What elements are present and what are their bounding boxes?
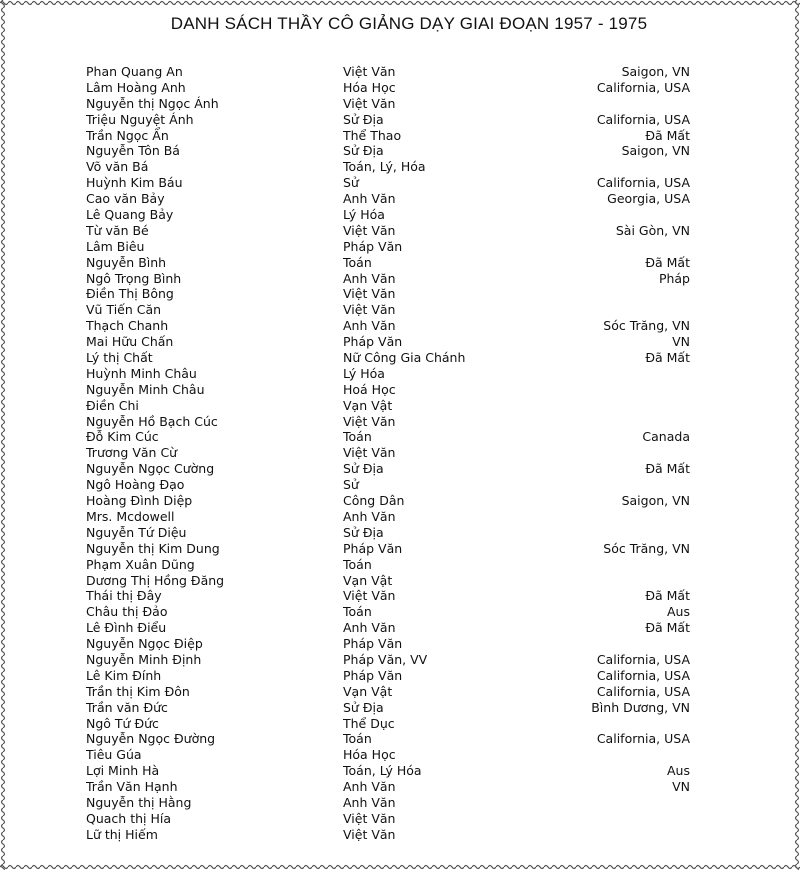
teacher-name: Lâm Hoàng Anh — [86, 79, 186, 95]
teacher-location: Georgia, USA — [607, 191, 690, 207]
wavy-border-left — [0, 0, 6, 870]
teacher-name: Điền Chi — [86, 397, 139, 413]
wavy-border-bottom — [0, 864, 800, 870]
teacher-name: Mai Hữu Chấn — [86, 334, 174, 350]
list-item — [86, 239, 690, 255]
list-item — [86, 334, 690, 350]
list-item — [86, 350, 690, 366]
teacher-location: California, USA — [596, 667, 690, 683]
teacher-name: Ngô Trọng Bình — [86, 270, 182, 286]
teacher-name: Huỳnh Kim Báu — [86, 175, 183, 191]
list-item — [86, 366, 690, 382]
teacher-subject: Toán, Lý Hóa — [343, 763, 422, 779]
teacher-subject: Sử Địa — [343, 143, 384, 159]
teacher-subject: Toán — [343, 604, 372, 620]
list-item — [86, 461, 690, 477]
teacher-name: Quach thị Hía — [86, 810, 171, 826]
teacher-subject: Sử — [343, 175, 359, 191]
list-item — [86, 191, 690, 207]
teacher-name: Triệu Nguyệt Ánh — [86, 111, 194, 127]
teacher-name: Lê Đình Điểu — [86, 620, 167, 636]
teacher-name: Ngô Hoàng Đạo — [86, 477, 185, 493]
list-item — [86, 525, 690, 541]
teacher-subject: Sử Địa — [343, 699, 384, 715]
teacher-location: Đã Mất — [645, 588, 690, 604]
list-item — [86, 573, 690, 589]
list-item — [86, 747, 690, 763]
teacher-name: Nguyễn Minh Định — [86, 651, 202, 667]
teacher-name: Cao văn Bảy — [86, 191, 165, 207]
teacher-name: Nguyễn thị Kim Dung — [86, 540, 220, 556]
teacher-location: Saigon, VN — [621, 143, 690, 159]
teacher-location: Aus — [667, 604, 690, 620]
list-item — [86, 429, 690, 445]
teacher-location: Saigon, VN — [621, 493, 690, 509]
list-item — [86, 811, 690, 827]
list-item — [86, 207, 690, 223]
teacher-subject: Việt Văn — [343, 64, 396, 79]
teacher-name: Nguyễn Ngọc Đường — [86, 731, 216, 747]
teacher-subject: Pháp Văn — [343, 238, 403, 254]
list-item — [86, 731, 690, 747]
teacher-name: Lữ thị Hiếm — [86, 826, 158, 842]
teacher-subject: Sử Địa — [343, 524, 384, 540]
teacher-subject: Việt Văn — [343, 286, 396, 302]
teacher-name: Đỗ Kim Cúc — [86, 429, 159, 445]
list-item — [86, 763, 690, 779]
teacher-subject: Sử Địa — [343, 111, 384, 127]
teacher-location: Đã Mất — [645, 254, 690, 270]
teacher-name: Vũ Tiến Căn — [86, 302, 162, 318]
teacher-name: Trần Văn Hạnh — [86, 779, 178, 795]
teacher-location: California, USA — [596, 651, 690, 667]
teacher-subject: Toán, Lý, Hóa — [343, 159, 426, 175]
list-item — [86, 509, 690, 525]
teacher-name: Nguyễn Minh Châu — [86, 381, 205, 397]
teacher-name: Thạch Chanh — [86, 318, 169, 334]
list-item — [86, 827, 690, 843]
list-item — [86, 318, 690, 334]
list-item — [86, 143, 690, 159]
teacher-subject: Vạn Vật — [343, 572, 393, 588]
teacher-location: Đã Mất — [645, 350, 690, 366]
list-item — [86, 445, 690, 461]
teacher-subject: Anh Văn — [343, 620, 396, 636]
list-item — [86, 112, 690, 128]
list-item — [86, 286, 690, 302]
teacher-location: Đã Mất — [645, 127, 690, 143]
teacher-location: Pháp — [658, 270, 690, 286]
teacher-name: Mrs. Mcdowell — [86, 508, 175, 524]
teacher-name: Tiêu Gúa — [86, 747, 142, 763]
teacher-subject: Công Dân — [343, 493, 405, 509]
teacher-name: Lý thị Chất — [86, 350, 153, 366]
list-item — [86, 255, 690, 271]
list-item — [86, 477, 690, 493]
teacher-subject: Việt Văn — [343, 95, 396, 111]
teacher-name: Nguyễn Ngọc Cường — [86, 461, 215, 477]
teacher-name: Nguyễn Bình — [86, 254, 167, 270]
teacher-name: Phan Quang An — [86, 64, 183, 79]
teacher-location: California, USA — [596, 111, 690, 127]
teacher-location: Sài Gòn, VN — [615, 222, 690, 238]
teacher-location: Bình Dương, VN — [591, 699, 690, 715]
list-item — [86, 64, 690, 80]
teacher-subject: Lý Hóa — [343, 207, 385, 223]
teacher-location: California, USA — [596, 683, 690, 699]
teacher-name: Lê Kim Đính — [86, 667, 162, 683]
teacher-subject: Pháp Văn — [343, 540, 403, 556]
teacher-name: Huỳnh Minh Châu — [86, 365, 197, 381]
teacher-subject: Toán — [343, 429, 372, 445]
teacher-name: Dương Thị Hồng Đăng — [86, 572, 225, 588]
teacher-subject: Toán — [343, 731, 372, 747]
teacher-location: Aus — [667, 763, 690, 779]
teacher-name: Trần văn Đức — [86, 699, 168, 715]
teacher-location: California, USA — [596, 731, 690, 747]
teacher-name: Nguyễn thị Hằng — [86, 794, 192, 810]
teacher-subject: Việt Văn — [343, 302, 396, 318]
teacher-name: Nguyễn Ngọc Điệp — [86, 636, 203, 652]
teacher-name: Châu thị Đảo — [86, 604, 168, 620]
teacher-subject: Hoá Học — [343, 381, 396, 397]
teacher-name: Ngô Tứ Đức — [86, 715, 159, 731]
wavy-border-right — [794, 0, 800, 870]
teacher-subject: Pháp Văn, VV — [343, 651, 428, 667]
list-item — [86, 668, 690, 684]
document-title: DANH SÁCH THẦY CÔ GIẢNG DẠY GIAI ĐOẠN 1957 - 1975 — [170, 14, 648, 33]
list-item — [86, 541, 690, 557]
teacher-subject: Nữ Công Gia Chánh — [343, 350, 466, 366]
teacher-location: Đã Mất — [645, 620, 690, 636]
list-item — [86, 223, 690, 239]
teacher-name: Trần thị Kim Đôn — [86, 683, 190, 699]
list-item — [86, 175, 690, 191]
teacher-subject: Anh Văn — [343, 508, 396, 524]
teacher-name: Trương Văn Cừ — [86, 445, 178, 461]
teacher-name: Lâm Biêu — [86, 238, 145, 254]
list-item — [86, 382, 690, 398]
teacher-name: Lợi Minh Hà — [86, 763, 160, 779]
teacher-name: Hoàng Đình Diệp — [86, 493, 193, 509]
teacher-name: Điền Thị Bông — [86, 286, 174, 302]
teacher-name: Nguyễn Tứ Diệu — [86, 524, 187, 540]
teacher-name: Nguyễn Hồ Bạch Cúc — [86, 413, 218, 429]
list-item — [86, 398, 690, 414]
teacher-name: Thái thị Đây — [86, 588, 162, 604]
list-item — [86, 779, 690, 795]
teacher-name: Từ văn Bé — [86, 222, 149, 238]
teacher-subject: Anh Văn — [343, 794, 396, 810]
list-item — [86, 684, 690, 700]
teacher-subject: Sử Địa — [343, 461, 384, 477]
teacher-name: Võ văn Bá — [86, 159, 149, 175]
teacher-subject: Việt Văn — [343, 810, 396, 826]
teacher-location: Sóc Trăng, VN — [603, 318, 690, 334]
teacher-location: VN — [672, 334, 690, 350]
list-item — [86, 414, 690, 430]
teacher-location: Canada — [642, 429, 690, 445]
teacher-subject: Pháp Văn — [343, 636, 403, 652]
teacher-name: Trần Ngọc Ẩn — [86, 127, 169, 143]
list-item — [86, 716, 690, 732]
teacher-location: Saigon, VN — [621, 64, 690, 79]
teacher-subject: Thể Thao — [343, 127, 402, 143]
list-item — [86, 493, 690, 509]
list-item — [86, 604, 690, 620]
list-item — [86, 271, 690, 287]
teacher-subject: Việt Văn — [343, 826, 396, 842]
list-item — [86, 620, 690, 636]
list-item — [86, 128, 690, 144]
teacher-subject: Vạn Vật — [343, 397, 393, 413]
teacher-subject: Toán — [343, 254, 372, 270]
teacher-name: Phạm Xuân Dũng — [86, 556, 195, 572]
teacher-name: Lê Quang Bảy — [86, 207, 174, 223]
list-item — [86, 302, 690, 318]
teacher-subject: Anh Văn — [343, 270, 396, 286]
teacher-subject: Pháp Văn — [343, 334, 403, 350]
list-item — [86, 96, 690, 112]
teacher-location: California, USA — [596, 79, 690, 95]
teacher-subject: Anh Văn — [343, 318, 396, 334]
list-item — [86, 636, 690, 652]
teacher-subject: Việt Văn — [343, 445, 396, 461]
teacher-subject: Anh Văn — [343, 779, 396, 795]
teacher-subject: Hóa Học — [343, 747, 396, 763]
teacher-subject: Việt Văn — [343, 588, 396, 604]
teacher-location: VN — [672, 779, 690, 795]
teacher-name: Nguyễn Tôn Bá — [86, 143, 180, 159]
teacher-location: California, USA — [596, 175, 690, 191]
teacher-location: Sóc Trăng, VN — [603, 540, 690, 556]
teacher-subject: Vạn Vật — [343, 683, 393, 699]
teacher-subject: Thể Dục — [343, 715, 395, 731]
teacher-subject: Anh Văn — [343, 191, 396, 207]
wavy-border-top — [0, 0, 800, 6]
teacher-list — [86, 64, 690, 843]
list-item — [86, 795, 690, 811]
list-item — [86, 80, 690, 96]
list-item — [86, 652, 690, 668]
teacher-subject: Pháp Văn — [343, 667, 403, 683]
list-item — [86, 588, 690, 604]
teacher-subject: Việt Văn — [343, 222, 396, 238]
teacher-subject: Toán — [343, 556, 372, 572]
teacher-location: Đã Mất — [645, 461, 690, 477]
teacher-subject: Sử — [343, 477, 359, 493]
teacher-name: Nguyễn thị Ngọc Ánh — [86, 95, 219, 111]
teacher-subject: Việt Văn — [343, 413, 396, 429]
list-item — [86, 159, 690, 175]
list-item — [86, 700, 690, 716]
teacher-subject: Lý Hóa — [343, 365, 385, 381]
teacher-subject: Hóa Học — [343, 79, 396, 95]
list-item — [86, 557, 690, 573]
